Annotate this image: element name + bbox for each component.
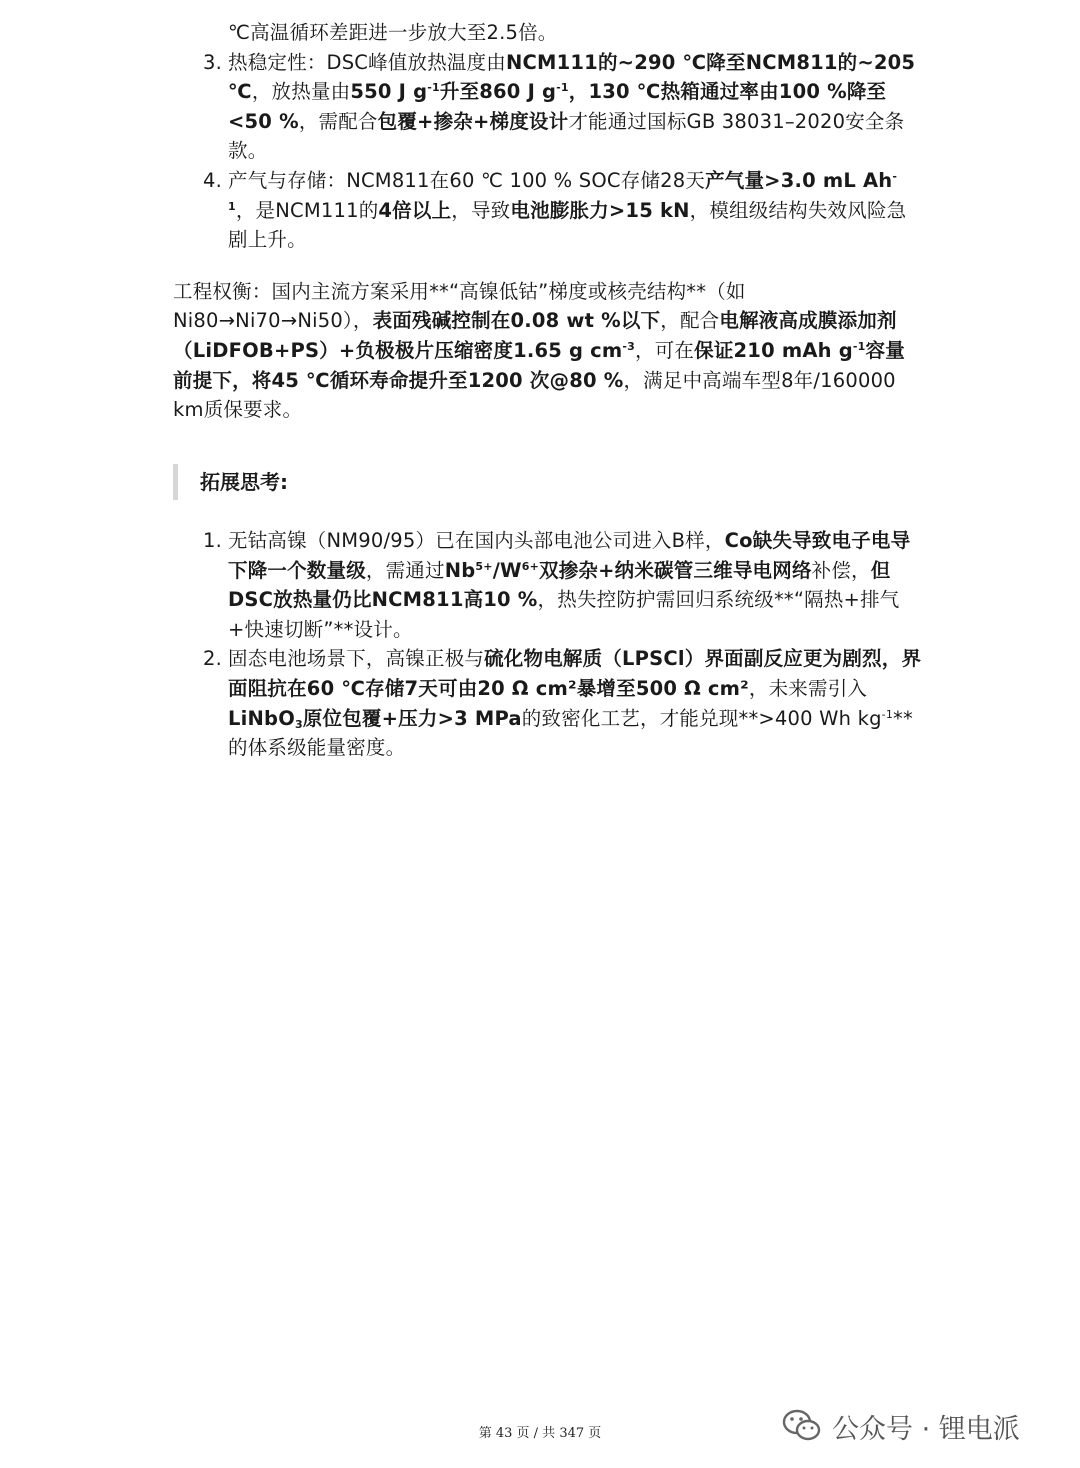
- list-item-ext-1: 1. 无钴高镍（NM90/95）已在国内头部电池公司进入B样，Co缺失导致电子电导下降一个数量级，需通过$Nb^{5+}/W^{6+}$双掺杂+纳米碳管三维导电网络补偿，但DSC放热量仍比NCM811高10 %，热失控防护需回归系统级**“隔热+排气+快速切断”**设计。: [173, 526, 923, 644]
- extension-list: [173, 526, 923, 763]
- section-heading: 拓展思考:: [173, 464, 288, 500]
- bold-text: NCM111的~290 ℃降至NCM811的~205 ℃: [228, 50, 916, 104]
- watermark-text: 公众号 · 锂电派: [832, 1413, 1020, 1445]
- bold-text: 电池膨胀力>15 kN: [510, 198, 690, 222]
- text: ，放热量由: [251, 80, 351, 104]
- text: 热稳定性：DSC峰值放热温度由: [228, 50, 507, 74]
- list-item-4: [173, 166, 923, 255]
- wechat-icon: [782, 1409, 822, 1443]
- bold-text: 产气量>3.0 mL $Ah^{-1}$: [228, 168, 898, 213]
- list-item-3: [173, 48, 923, 166]
- watermark: [782, 1404, 1020, 1448]
- text: ，导致: [451, 198, 511, 222]
- engineering-paragraph: 工程权衡：国内主流方案采用**“高镍低钴”梯度或核壳结构**（如Ni80→Ni70→Ni50），表面残碱控制在0.08 wt %以下，配合电解液高成膜添加剂（LiDFOB+PS）+负极极片压缩密度1.65 g $cm^{-3}$，可在保证210 mAh $g^{-1}$容量前提下，将45 ℃循环寿命提升至1200 次@80 %，满足中高端车型8年/160000 km质保要求。: [173, 279, 905, 422]
- bold-text: 包覆+掺杂+梯度设计: [377, 109, 569, 133]
- bold-text: 4倍以上: [378, 198, 452, 222]
- list-item-2-tail: ℃高温循环差距进一步放大至2.5倍。: [228, 21, 558, 44]
- text: ，是NCM111的: [235, 198, 379, 222]
- text: ，需配合: [298, 109, 378, 133]
- text: 产气与存储：NCM811在60 ℃ 100 % SOC存储28天: [228, 168, 706, 192]
- text: ，模组级结构失效风险急剧上升。: [228, 198, 907, 252]
- text: 才能通过国标GB 38031–2020安全条款。: [228, 109, 905, 163]
- list-number: 4.: [203, 168, 223, 192]
- list-number: 2.: [203, 647, 223, 671]
- bold-text: 550 J $g^{-1}$升至860 J $g^{-1}$，130 ℃热箱通过率由100 %降至<50 %: [228, 80, 887, 133]
- document-body: [173, 18, 923, 425]
- list-number: 1.: [203, 529, 223, 552]
- list-item-ext-2: 2. 固态电池场景下，高镍正极与硫化物电解质（LPSCl）界面副反应更为剧烈，界面阻抗在60 ℃存储7天可由20 Ω cm²暴增至500 Ω cm²，未来需引入LiNbO$_3$原位包覆+压力>3 MPa的致密化工艺，才能兑现**>400 Wh $kg^{-1}**$的体系级能量密度。: [173, 644, 923, 762]
- list-number: 3.: [203, 50, 223, 74]
- page-footer: 第 43 页 / 共 347 页: [478, 1426, 602, 1441]
